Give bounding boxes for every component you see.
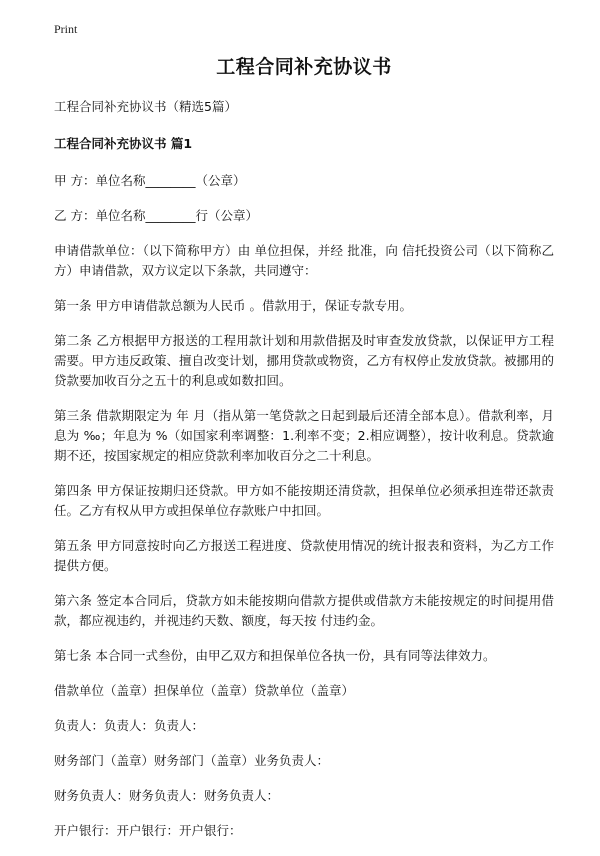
- document-title: 工程合同补充协议书: [216, 56, 392, 78]
- article-5: 第五条 甲方同意按时向乙方报送工程进度、贷款使用情况的统计报表和资料，为乙方工作提供方便。: [54, 538, 554, 573]
- article-1: 第一条 甲方申请借款总额为人民币 。借款用于，保证专款专用。: [54, 298, 412, 313]
- document-subtitle: 工程合同补充协议书（精选5篇）: [54, 99, 237, 114]
- article-7: 第七条 本合同一式叁份，由甲乙双方和担保单位各执一份，具有同等法律效力。: [54, 648, 496, 663]
- party-b-line: 乙 方：单位名称________行（公章）: [54, 208, 258, 223]
- article-4: 第四条 甲方保证按期归还贷款。甲方如不能按期还清贷款，担保单位必须承担连带还款责任。乙方有权从甲方或担保单位存款账户中扣回。: [54, 483, 554, 518]
- finance-dept-line: 财务部门（盖章）财务部门（盖章）业务负责人：: [54, 753, 330, 768]
- article-2: 第二条 乙方根据甲方报送的工程用款计划和用款借据及时审查发放贷款，以保证甲方工程需要。甲方违反政策、擅自改变计划，挪用贷款或物资，乙方有权停止发放贷款。被挪用的贷款要加收百分之五十的利息或如数扣回。: [54, 333, 555, 388]
- bank-line: 开户银行：开户银行：开户银行：: [54, 823, 242, 838]
- article-3: 第三条 借款期限定为 年 月（指从第一笔贷款之日起到最后还清全部本息）。借款利率，月息为 ‰；年息为 %（如国家利率调整：1.利率不变；2.相应调整），按计收利息。贷款逾期不还，按国家规定的相应贷款利率加收百分之二十利息。: [54, 408, 554, 463]
- finance-heads-line: 财务负责人：财务负责人：财务负责人：: [54, 788, 280, 803]
- print-link[interactable]: Print: [54, 22, 78, 36]
- section-heading: 工程合同补充协议书 篇1: [54, 136, 193, 151]
- responsible-persons-line: 负责人：负责人：负责人：: [54, 718, 205, 733]
- document-body: [54, 52, 554, 856]
- intro-paragraph: 申请借款单位：（以下简称甲方）由 单位担保，并经 批准，向 信托投资公司（以下简称乙方）申请借款，双方议定以下条款，共同遵守：: [54, 243, 554, 278]
- signature-seals-line: 借款单位（盖章）担保单位（盖章）贷款单位（盖章）: [54, 683, 355, 698]
- article-6: 第六条 签定本合同后，贷款方如未能按期向借款方提供或借款方未能按规定的时间提用借款，都应视违约，并视违约天数、额度，每天按 付违约金。: [54, 593, 554, 628]
- party-a-line: 甲 方：单位名称________（公章）: [54, 173, 246, 188]
